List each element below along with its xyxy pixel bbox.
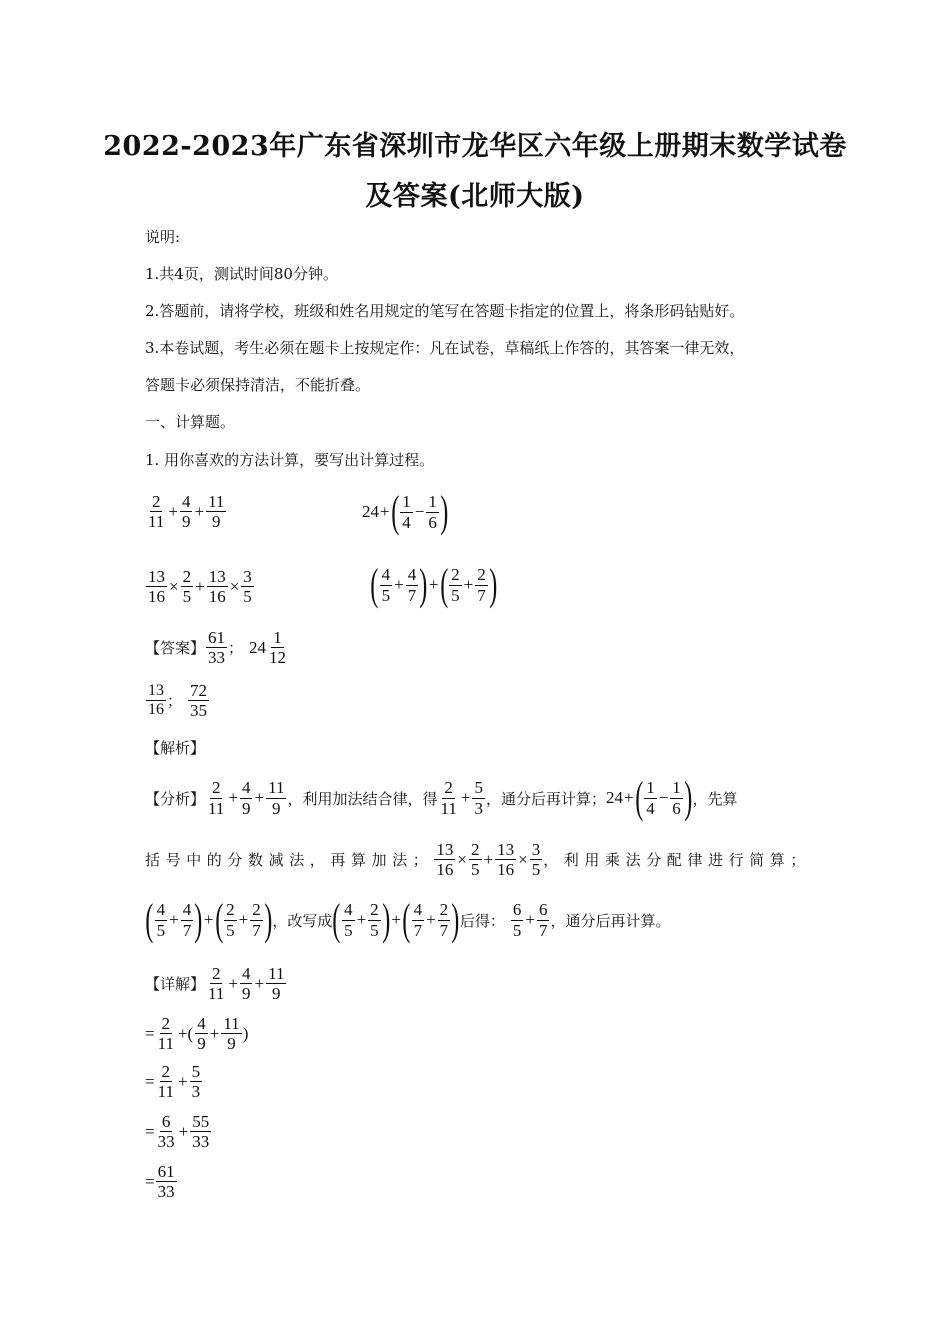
note-3a: 3.本卷试题，考生必须在题卡上按规定作：凡在试卷，草稿纸上作答的，其答案一律无效， — [145, 339, 745, 357]
problem-2: 24 + ( $\frac{1}{4}$ − $\frac{1}{6}$ ) — [362, 487, 449, 536]
analysis-line-3: ( $\frac{4}{5}$ + $\frac{4}{7}$ ) + ( $\frac{2}{5}$ + $\frac{2}{7}$ ) ，改写成 ( $\frac{4}{5}$ + $\frac{2}{5}$ ) + ( $\frac{4}{7}$ + $\frac{2}{7}$ ) 后得： $\frac{6}{5}$ + $\frac{6}{7}$ ，通分后再计算。 — [145, 895, 671, 944]
problem-1: $\frac{2}{11}$ + $\frac{4}{9}$ + $\frac{11}{9}$ — [148, 492, 225, 532]
answer-row-2: $\frac{13}{16}$ ； $\frac{72}{35}$ — [148, 681, 208, 721]
answer-separator-2: ； — [167, 692, 183, 711]
analysis-text-7: 后得： — [459, 911, 505, 930]
detail-step-3: = $\frac{6}{33}$ + $\frac{55}{33}$ — [145, 1112, 210, 1152]
page-title-line1: 2022-2023年广东省深圳市龙华区六年级上册期末数学试卷 — [103, 131, 847, 162]
analysis-text-4: 括号中的分数减法，再算加法； — [145, 851, 434, 870]
question-text: 1. 用你喜欢的方法计算，要写出计算过程。 — [145, 451, 435, 469]
section-heading: 一、计算题。 — [145, 413, 236, 431]
analysis-text-6: ，改写成 — [272, 911, 333, 930]
detail-label: 【详解】 — [145, 975, 206, 994]
answer-row-1: 【答案】 $\frac{61}{33}$ ； 24 $\frac{1}{12}$ — [145, 628, 287, 668]
answer-label: 【答案】 — [145, 639, 206, 658]
analysis-line-1: 【分析】 $\frac{2}{11}$ + $\frac{4}{9}$ + $\frac{11}{9}$ ，利用加法结合律，得 $\frac{2}{11}$ + $\frac{5}{3}$ ，通分后再计算； 24 + ( $\frac{1}{4}$ − $\frac{1}{6}$ ) ，先算 — [145, 773, 738, 822]
analysis-text-5: ，利用乘法分配律进行简算； — [543, 851, 811, 870]
note-2: 2.答题前，请将学校，班级和姓名用规定的笔写在答题卡指定的位置上，将条形码钻贴好。 — [145, 302, 745, 320]
analysis-text-8: ，通分后再计算。 — [550, 911, 671, 930]
note-1: 1.共4页，测试时间80分钟。 — [145, 265, 338, 283]
notes-heading: 说明: — [145, 228, 181, 246]
note-3b: 答题卡必须保持清洁，不能折叠。 — [145, 376, 371, 394]
analysis-text-3: ，先算 — [692, 789, 738, 808]
analysis-heading: 【解析】 — [145, 739, 206, 757]
problem-4: ( $\frac{4}{5}$ + $\frac{4}{7}$ ) + ( $\frac{2}{5}$ + $\frac{2}{7}$ ) — [370, 560, 498, 609]
analysis-label: 【分析】 — [145, 789, 206, 808]
analysis-text-2: ，通分后再计算； — [485, 789, 606, 808]
detail-step-0: 【详解】 $\frac{2}{11}$ + $\frac{4}{9}$ + $\frac{11}{9}$ — [145, 964, 285, 1004]
problem-3: $\frac{13}{16}$ × $\frac{2}{5}$ + $\frac{13}{16}$ × $\frac{3}{5}$ — [148, 567, 252, 607]
analysis-text-1: ，利用加法结合律，得 — [287, 789, 438, 808]
detail-step-2: = $\frac{2}{11}$ + $\frac{5}{3}$ — [145, 1062, 201, 1102]
detail-step-1: = $\frac{2}{11}$ +( $\frac{4}{9}$ + $\frac{11}{9}$ ) — [145, 1014, 249, 1054]
analysis-line-2: 括号中的分数减法，再算加法； $\frac{13}{16}$ × $\frac{2}{5}$ + $\frac{13}{16}$ × $\frac{3}{5}$ ，利用乘法分配律进行简算； — [145, 840, 811, 880]
detail-step-4: = $\frac{61}{33}$ — [145, 1162, 175, 1202]
answer-separator: ； — [228, 639, 244, 658]
page-title-line2: 及答案(北师大版) — [365, 181, 585, 212]
